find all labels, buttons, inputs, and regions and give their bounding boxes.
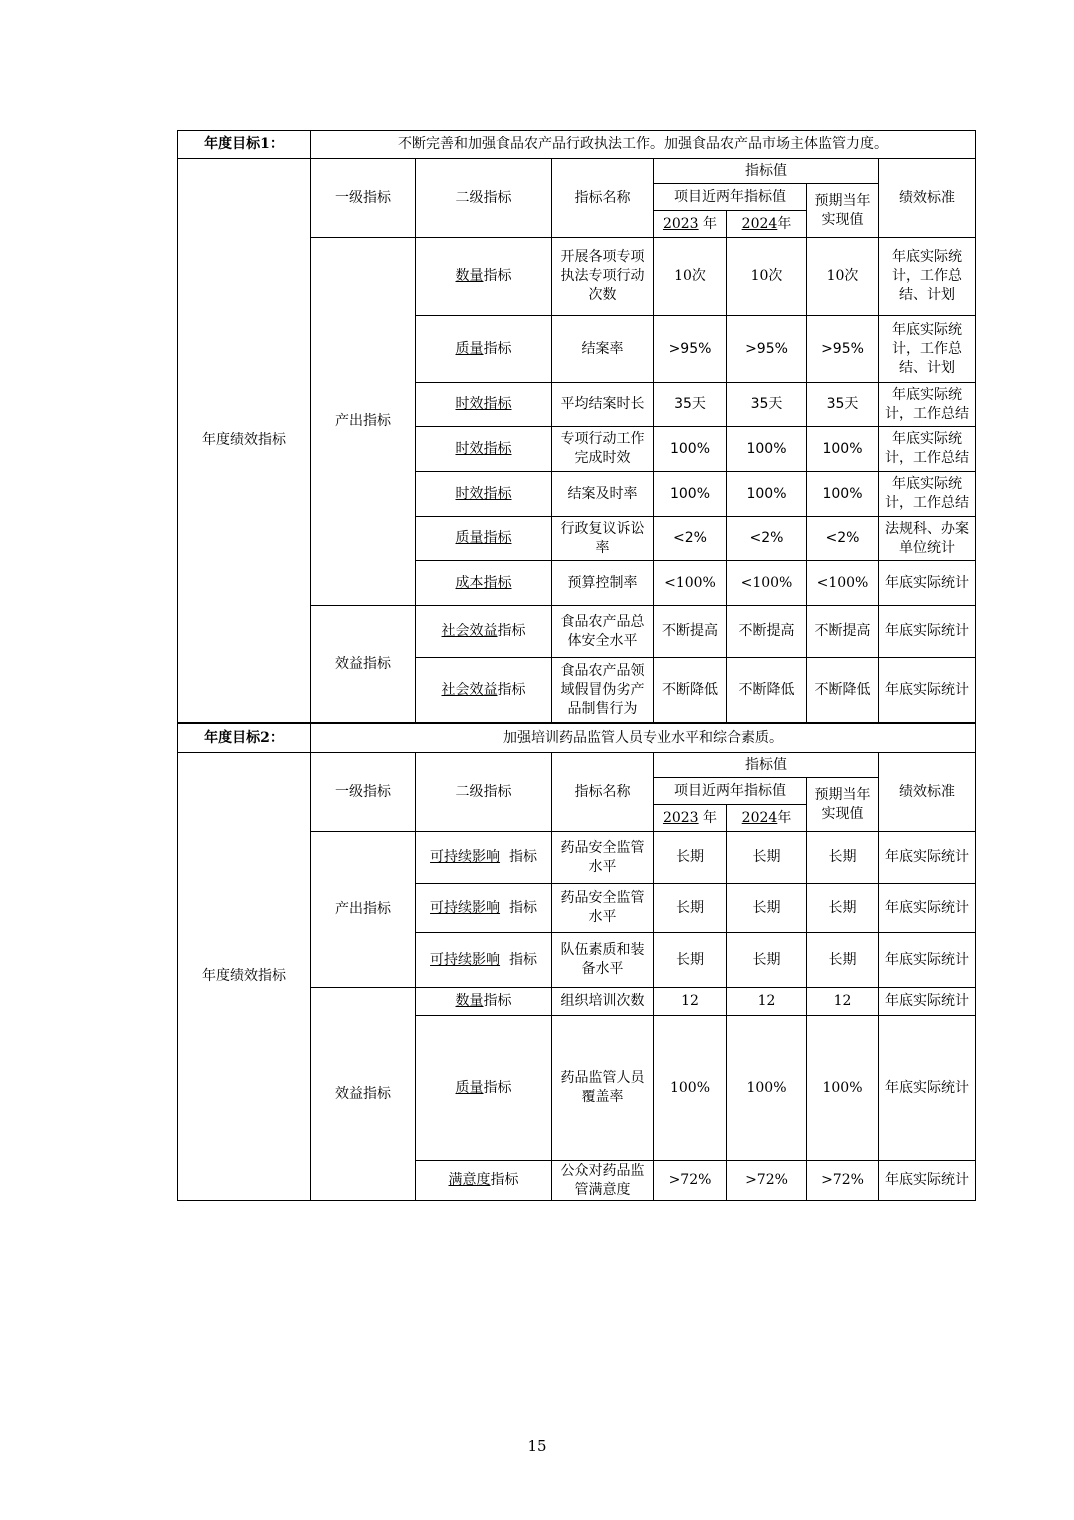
value-expected: >95% bbox=[807, 316, 879, 383]
standard: 法规科、办案单位统计 bbox=[879, 517, 976, 561]
goal1-text: 不断完善和加强食品农产品行政执法工作。加强食品农产品市场主体监管力度。 bbox=[311, 131, 976, 159]
level2-cell: 质量指标 bbox=[416, 1016, 552, 1161]
value-2024: 不断提高 bbox=[727, 606, 807, 658]
value-2024: 长期 bbox=[727, 933, 807, 988]
value-expected: >72% bbox=[807, 1161, 879, 1201]
value-2023: >95% bbox=[654, 316, 727, 383]
goal2-header-year2: 2024年 bbox=[727, 805, 807, 832]
value-expected: 100% bbox=[807, 472, 879, 517]
indicator-name: 平均结案时长 bbox=[552, 383, 654, 427]
level2-cell: 可持续影响 指标 bbox=[416, 933, 552, 988]
goal2-label: 年度目标2： bbox=[178, 724, 311, 753]
standard: 年底实际统计，工作总结 bbox=[879, 472, 976, 517]
standard: 年底实际统计 bbox=[879, 606, 976, 658]
goal1-header-standard: 绩效标准 bbox=[879, 159, 976, 238]
level2-cell: 可持续影响 指标 bbox=[416, 884, 552, 933]
standard: 年底实际统计 bbox=[879, 1161, 976, 1201]
value-2024: 100% bbox=[727, 1016, 807, 1161]
goal1-header-name: 指标名称 bbox=[552, 159, 654, 238]
goal2-header-expected: 预期当年实现值 bbox=[807, 778, 879, 832]
value-expected: 长期 bbox=[807, 884, 879, 933]
value-2024: 12 bbox=[727, 988, 807, 1016]
level2-cell: 满意度指标 bbox=[416, 1161, 552, 1201]
value-2023: 长期 bbox=[654, 884, 727, 933]
indicator-name: 开展各项专项执法专项行动次数 bbox=[552, 238, 654, 316]
goal1-header-year2: 2024年 bbox=[727, 211, 807, 238]
value-2023: >72% bbox=[654, 1161, 727, 1201]
level2-cell: 成本指标 bbox=[416, 561, 552, 606]
indicator-name: 食品农产品领域假冒伪劣产品制售行为 bbox=[552, 658, 654, 723]
level2-cell: 时效指标 bbox=[416, 472, 552, 517]
value-2023: 长期 bbox=[654, 933, 727, 988]
goal1-header-level2: 二级指标 bbox=[416, 159, 552, 238]
value-2023: 不断提高 bbox=[654, 606, 727, 658]
goal1-header-year1: 2023 年 bbox=[654, 211, 727, 238]
level2-cell: 可持续影响 指标 bbox=[416, 832, 552, 884]
value-expected: 不断提高 bbox=[807, 606, 879, 658]
value-expected: 10次 bbox=[807, 238, 879, 316]
value-2023: 长期 bbox=[654, 832, 727, 884]
goal2-header-year1: 2023 年 bbox=[654, 805, 727, 832]
value-2024: 长期 bbox=[727, 884, 807, 933]
value-2023: 不断降低 bbox=[654, 658, 727, 723]
value-2023: <100% bbox=[654, 561, 727, 606]
goal1-header-expected: 预期当年实现值 bbox=[807, 184, 879, 238]
goal2-header-level1: 一级指标 bbox=[311, 753, 416, 832]
indicator-name: 队伍素质和装备水平 bbox=[552, 933, 654, 988]
value-2024: <2% bbox=[727, 517, 807, 561]
indicator-name: 专项行动工作完成时效 bbox=[552, 427, 654, 472]
indicator-name: 药品安全监管水平 bbox=[552, 832, 654, 884]
standard: 年底实际统计 bbox=[879, 658, 976, 723]
goal2-text: 加强培训药品监管人员专业水平和综合素质。 bbox=[311, 724, 976, 753]
standard: 年底实际统计，工作总结、计划 bbox=[879, 238, 976, 316]
level2-cell: 社会效益指标 bbox=[416, 658, 552, 723]
value-2023: <2% bbox=[654, 517, 727, 561]
goal2-header-level2: 二级指标 bbox=[416, 753, 552, 832]
standard: 年底实际统计，工作总结 bbox=[879, 427, 976, 472]
standard: 年底实际统计 bbox=[879, 988, 976, 1016]
goal1-group-output: 产出指标 bbox=[311, 238, 416, 606]
value-2023: 100% bbox=[654, 1016, 727, 1161]
standard: 年底实际统计 bbox=[879, 1016, 976, 1161]
indicator-name: 公众对药品监管满意度 bbox=[552, 1161, 654, 1201]
indicator-name: 组织培训次数 bbox=[552, 988, 654, 1016]
value-2024: 10次 bbox=[727, 238, 807, 316]
value-expected: 长期 bbox=[807, 933, 879, 988]
standard: 年底实际统计，工作总结、计划 bbox=[879, 316, 976, 383]
page-number: 15 bbox=[527, 1437, 547, 1455]
value-expected: <2% bbox=[807, 517, 879, 561]
indicator-name: 药品监管人员覆盖率 bbox=[552, 1016, 654, 1161]
level2-cell: 数量指标 bbox=[416, 238, 552, 316]
value-2023: 10次 bbox=[654, 238, 727, 316]
goal1-label: 年度目标1： bbox=[178, 131, 311, 159]
standard: 年底实际统计 bbox=[879, 561, 976, 606]
level2-cell: 质量指标 bbox=[416, 316, 552, 383]
level2-cell: 数量指标 bbox=[416, 988, 552, 1016]
level2-cell: 社会效益指标 bbox=[416, 606, 552, 658]
value-expected: 长期 bbox=[807, 832, 879, 884]
goal1-table bbox=[177, 130, 976, 723]
value-2023: 35天 bbox=[654, 383, 727, 427]
value-2023: 12 bbox=[654, 988, 727, 1016]
goal2-header-recent: 项目近两年指标值 bbox=[654, 778, 807, 805]
value-expected: 100% bbox=[807, 427, 879, 472]
value-2024: >95% bbox=[727, 316, 807, 383]
goal2-section-label: 年度绩效指标 bbox=[178, 753, 311, 1201]
value-expected: 100% bbox=[807, 1016, 879, 1161]
standard: 年底实际统计，工作总结 bbox=[879, 383, 976, 427]
value-2024: 100% bbox=[727, 427, 807, 472]
goal2-header-value: 指标值 bbox=[654, 753, 879, 778]
goal2-table bbox=[177, 723, 976, 1201]
value-2024: 长期 bbox=[727, 832, 807, 884]
level2-cell: 时效指标 bbox=[416, 383, 552, 427]
value-2024: 100% bbox=[727, 472, 807, 517]
indicator-name: 结案率 bbox=[552, 316, 654, 383]
value-expected: 35天 bbox=[807, 383, 879, 427]
goal1-header-value: 指标值 bbox=[654, 159, 879, 184]
value-expected: <100% bbox=[807, 561, 879, 606]
value-2024: <100% bbox=[727, 561, 807, 606]
goal2-header-standard: 绩效标准 bbox=[879, 753, 976, 832]
value-2024: >72% bbox=[727, 1161, 807, 1201]
value-expected: 12 bbox=[807, 988, 879, 1016]
value-2024: 35天 bbox=[727, 383, 807, 427]
standard: 年底实际统计 bbox=[879, 884, 976, 933]
level2-cell: 质量指标 bbox=[416, 517, 552, 561]
goal2-group-benefit: 效益指标 bbox=[311, 988, 416, 1201]
goal1-section-label: 年度绩效指标 bbox=[178, 159, 311, 723]
goal2-header-name: 指标名称 bbox=[552, 753, 654, 832]
standard: 年底实际统计 bbox=[879, 933, 976, 988]
value-2024: 不断降低 bbox=[727, 658, 807, 723]
indicator-name: 药品安全监管水平 bbox=[552, 884, 654, 933]
level2-cell: 时效指标 bbox=[416, 427, 552, 472]
goal1-header-level1: 一级指标 bbox=[311, 159, 416, 238]
goal2-group-output: 产出指标 bbox=[311, 832, 416, 988]
goal1-group-benefit: 效益指标 bbox=[311, 606, 416, 723]
indicator-name: 预算控制率 bbox=[552, 561, 654, 606]
standard: 年底实际统计 bbox=[879, 832, 976, 884]
indicator-name: 结案及时率 bbox=[552, 472, 654, 517]
indicator-name: 食品农产品总体安全水平 bbox=[552, 606, 654, 658]
value-2023: 100% bbox=[654, 427, 727, 472]
value-expected: 不断降低 bbox=[807, 658, 879, 723]
goal1-header-recent: 项目近两年指标值 bbox=[654, 184, 807, 211]
indicator-name: 行政复议诉讼率 bbox=[552, 517, 654, 561]
value-2023: 100% bbox=[654, 472, 727, 517]
